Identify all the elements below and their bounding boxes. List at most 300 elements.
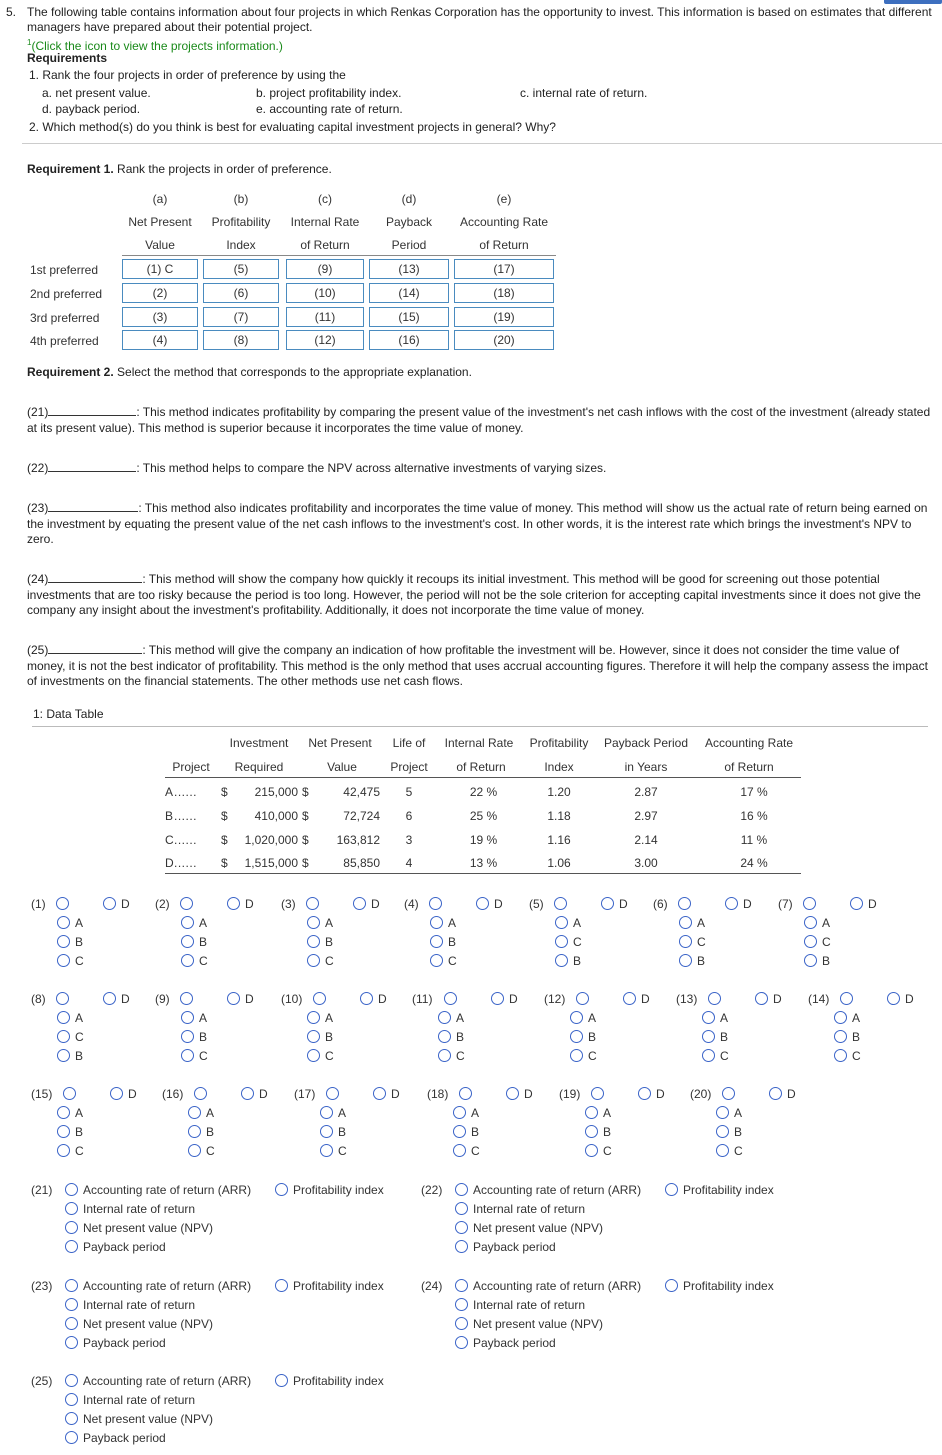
radio-button[interactable] [444,992,457,1005]
radio-button[interactable] [194,1087,207,1100]
radio-button[interactable] [708,992,721,1005]
method-option[interactable] [455,1182,641,1198]
choice-option[interactable] [313,991,331,1007]
choice-group [31,896,151,971]
choice-option[interactable] [555,953,581,969]
radio-button[interactable] [455,1183,468,1196]
radio-button[interactable] [455,1240,468,1253]
radio-button[interactable] [275,1183,288,1196]
radio-button[interactable] [307,1030,320,1043]
choice-option[interactable] [444,991,462,1007]
option-label: C [199,1049,208,1063]
rank-answer-cell[interactable]: (9) [286,259,364,279]
option-label: C [573,935,582,949]
radio-button[interactable] [430,954,443,967]
radio-button[interactable] [57,1144,70,1157]
radio-button[interactable] [307,1011,320,1024]
method-option[interactable] [275,1373,384,1389]
method-option[interactable] [65,1335,166,1351]
method-option[interactable] [65,1411,213,1427]
rank-answer-cell[interactable]: (10) [286,283,364,303]
option-label: B [588,1030,597,1044]
radio-button[interactable] [275,1374,288,1387]
rank-answer-cell[interactable]: (3) [122,307,198,327]
option-label: B [573,954,582,968]
radio-button[interactable] [307,954,320,967]
radio-button[interactable] [438,1049,451,1062]
radio-button[interactable] [57,1030,70,1043]
radio-button[interactable] [678,897,691,910]
radio-button[interactable] [430,935,443,948]
radio-button[interactable] [353,897,366,910]
method-option[interactable] [455,1335,556,1351]
choice-option[interactable] [326,1086,344,1102]
choice-option[interactable] [181,1048,208,1064]
radio-button[interactable] [455,1336,468,1349]
radio-button[interactable] [181,935,194,948]
radio-button[interactable] [459,1087,472,1100]
radio-button[interactable] [373,1087,386,1100]
radio-button[interactable] [576,992,589,1005]
choice-option[interactable] [850,896,877,912]
radio-button[interactable] [65,1202,78,1215]
choice-option[interactable] [307,934,333,950]
radio-button[interactable] [803,897,816,910]
radio-button[interactable] [57,1125,70,1138]
option-e: e. accounting rate of return. [256,102,403,116]
choice-option[interactable] [430,934,456,950]
choice-option[interactable] [181,1010,207,1026]
radio-button[interactable] [181,916,194,929]
radio-button[interactable] [455,1317,468,1330]
choice-option[interactable] [438,1029,464,1045]
choice-option[interactable] [180,896,198,912]
radio-button[interactable] [455,1298,468,1311]
choice-option[interactable] [110,1086,137,1102]
radio-button[interactable] [887,992,900,1005]
choice-option[interactable] [834,1048,861,1064]
choice-option[interactable] [679,953,705,969]
choice-option[interactable] [623,991,650,1007]
choice-option[interactable] [491,991,518,1007]
radio-button[interactable] [57,1049,70,1062]
choice-option[interactable] [63,1086,81,1102]
method-option[interactable] [455,1220,603,1236]
radio-button[interactable] [665,1183,678,1196]
choice-option[interactable] [307,915,333,931]
choice-option[interactable] [506,1086,533,1102]
choice-option[interactable] [804,915,830,931]
option-label: B [75,935,84,949]
radio-button[interactable] [320,1144,333,1157]
method-option[interactable] [65,1278,251,1294]
currency-symbol: $ [302,809,309,823]
radio-button[interactable] [103,992,116,1005]
choice-option[interactable] [57,1105,83,1121]
radio-button[interactable] [455,1279,468,1292]
choice-option[interactable] [722,1086,740,1102]
method-option[interactable] [455,1278,641,1294]
radio-button[interactable] [65,1374,78,1387]
choice-option[interactable] [453,1124,479,1140]
currency-symbol: $ [221,856,228,870]
radio-button[interactable] [181,954,194,967]
rank-answer-cell[interactable]: (15) [369,307,449,327]
choice-option[interactable] [181,915,207,931]
projects-info-link[interactable]: $^1$(Click the icon to view the projects information.) [27,38,283,53]
radio-button[interactable] [227,992,240,1005]
method-option[interactable] [275,1278,384,1294]
choice-option[interactable] [241,1086,268,1102]
radio-button[interactable] [65,1240,78,1253]
radio-button[interactable] [702,1030,715,1043]
choice-option[interactable] [57,934,83,950]
radio-button[interactable] [804,954,817,967]
choice-option[interactable] [188,1105,214,1121]
radio-button[interactable] [57,1011,70,1024]
choice-option[interactable] [887,991,914,1007]
choice-option[interactable] [804,953,830,969]
rank-answer-cell[interactable]: (19) [454,307,554,327]
choice-option[interactable] [725,896,752,912]
radio-button[interactable] [755,992,768,1005]
choice-option[interactable] [459,1086,477,1102]
choice-option[interactable] [307,953,334,969]
method-option[interactable] [65,1316,213,1332]
choice-option[interactable] [638,1086,665,1102]
radio-button[interactable] [326,1087,339,1100]
radio-button[interactable] [570,1049,583,1062]
radio-button[interactable] [188,1125,201,1138]
choice-option[interactable] [57,1048,83,1064]
radio-button[interactable] [181,1011,194,1024]
method-option[interactable] [65,1239,166,1255]
method-option-label: Net present value (NPV) [83,1221,214,1235]
choice-option[interactable] [769,1086,796,1102]
choice-option[interactable] [554,896,572,912]
choice-option[interactable] [678,896,696,912]
choice-option[interactable] [103,896,130,912]
choice-option[interactable] [834,1010,860,1026]
blank-24 [48,573,142,583]
radio-button[interactable] [65,1317,78,1330]
radio-button[interactable] [57,916,70,929]
radio-button[interactable] [275,1279,288,1292]
choice-group-label: (9) [155,992,170,1006]
rank-answer-cell[interactable]: (16) [369,330,449,350]
radio-button[interactable] [591,1087,604,1100]
choice-option[interactable] [307,1029,333,1045]
rank-answer-cell[interactable]: (7) [203,307,279,327]
radio-button[interactable] [506,1087,519,1100]
radio-button[interactable] [110,1087,123,1100]
choice-option[interactable] [56,991,74,1007]
radio-button[interactable] [665,1279,678,1292]
rank-answer-cell[interactable]: (6) [203,283,279,303]
choice-option[interactable] [181,1029,207,1045]
radio-button[interactable] [570,1011,583,1024]
radio-button[interactable] [65,1336,78,1349]
choice-option[interactable] [320,1124,346,1140]
radio-button[interactable] [585,1106,598,1119]
radio-button[interactable] [840,992,853,1005]
choice-option[interactable] [708,991,726,1007]
radio-button[interactable] [181,1030,194,1043]
radio-button[interactable] [679,954,692,967]
rank-answer-cell[interactable]: (5) [203,259,279,279]
radio-button[interactable] [63,1087,76,1100]
radio-button[interactable] [65,1183,78,1196]
radio-button[interactable] [679,935,692,948]
choice-option[interactable] [57,915,83,931]
data-table-row [0,833,942,849]
choice-option[interactable] [188,1143,215,1159]
choice-option[interactable] [194,1086,212,1102]
radio-button[interactable] [57,935,70,948]
method-option[interactable] [65,1430,166,1446]
option-label: C [852,1049,861,1063]
choice-group [778,896,898,971]
radio-button[interactable] [313,992,326,1005]
choice-option[interactable] [429,896,447,912]
radio-button[interactable] [491,992,504,1005]
radio-button[interactable] [320,1125,333,1138]
choice-option[interactable] [227,896,254,912]
radio-button[interactable] [804,916,817,929]
choice-option[interactable] [57,1029,84,1045]
radio-button[interactable] [716,1144,729,1157]
choice-option[interactable] [320,1143,347,1159]
choice-option[interactable] [57,1010,83,1026]
radio-button[interactable] [570,1030,583,1043]
choice-option[interactable] [679,915,705,931]
radio-button[interactable] [65,1221,78,1234]
radio-button[interactable] [834,1049,847,1062]
choice-option[interactable] [188,1124,214,1140]
radio-button[interactable] [722,1087,735,1100]
radio-button[interactable] [453,1125,466,1138]
col-header: Payback [385,215,433,229]
choice-option[interactable] [306,896,324,912]
radio-button[interactable] [585,1125,598,1138]
radio-button[interactable] [181,1049,194,1062]
radio-button[interactable] [850,897,863,910]
radio-button[interactable] [180,897,193,910]
radio-button[interactable] [65,1279,78,1292]
choice-option[interactable] [438,1048,465,1064]
radio-button[interactable] [65,1412,78,1425]
radio-button[interactable] [601,897,614,910]
radio-button[interactable] [307,916,320,929]
choice-option[interactable] [57,1143,84,1159]
radio-button[interactable] [188,1106,201,1119]
radio-button[interactable] [65,1393,78,1406]
method-option[interactable] [65,1182,251,1198]
option-label: A [852,1011,861,1025]
method-option-label: Payback period [473,1240,556,1254]
life-value: 5 [405,785,413,799]
radio-button[interactable] [429,897,442,910]
option-label: D [259,1087,268,1101]
method-option[interactable] [65,1392,195,1408]
choice-option[interactable] [679,934,706,950]
radio-button[interactable] [306,897,319,910]
choice-option[interactable] [840,991,858,1007]
radio-button[interactable] [679,916,692,929]
rank-answer-cell[interactable]: (13) [369,259,449,279]
choice-option[interactable] [181,953,208,969]
radio-button[interactable] [438,1011,451,1024]
radio-button[interactable] [834,1011,847,1024]
rank-answer-cell[interactable]: (17) [454,259,554,279]
choice-option[interactable] [601,896,628,912]
radio-button[interactable] [65,1298,78,1311]
choice-option[interactable] [585,1143,612,1159]
method-option[interactable] [65,1220,213,1236]
method-option[interactable] [455,1201,585,1217]
choice-option[interactable] [803,896,821,912]
method-option[interactable] [275,1182,384,1198]
choice-option[interactable] [702,1010,728,1026]
radio-button[interactable] [476,897,489,910]
method-option[interactable] [455,1297,585,1313]
rank-answer-cell[interactable]: (20) [454,330,554,350]
radio-button[interactable] [57,954,70,967]
method-option[interactable] [65,1373,251,1389]
rank-answer-cell[interactable]: (18) [454,283,554,303]
choice-option[interactable] [834,1029,860,1045]
radio-button[interactable] [453,1106,466,1119]
data-col-header-2: Project [390,760,428,774]
choice-option[interactable] [103,991,130,1007]
choice-option[interactable] [307,1010,333,1026]
choice-option[interactable] [591,1086,609,1102]
radio-button[interactable] [702,1011,715,1024]
radio-button[interactable] [585,1144,598,1157]
choice-option[interactable] [438,1010,464,1026]
option-label: D [391,1087,400,1101]
choice-option[interactable] [57,1124,83,1140]
choice-option[interactable] [702,1048,729,1064]
rank-answer-cell[interactable]: (8) [203,330,279,350]
radio-button[interactable] [769,1087,782,1100]
radio-button[interactable] [56,992,69,1005]
rank-answer-cell[interactable]: (1) C [122,259,198,279]
radio-button[interactable] [241,1087,254,1100]
choice-option[interactable] [180,991,198,1007]
radio-button[interactable] [320,1106,333,1119]
radio-button[interactable] [554,897,567,910]
radio-button[interactable] [804,935,817,948]
radio-button[interactable] [65,1431,78,1444]
choice-option[interactable] [570,1029,596,1045]
radio-button[interactable] [227,897,240,910]
radio-button[interactable] [180,992,193,1005]
choice-option[interactable] [570,1010,596,1026]
radio-button[interactable] [360,992,373,1005]
method-option[interactable] [665,1182,774,1198]
radio-button[interactable] [455,1221,468,1234]
method-option-label: Profitability index [293,1279,384,1293]
radio-button[interactable] [716,1125,729,1138]
choice-option[interactable] [755,991,782,1007]
choice-option[interactable] [716,1105,742,1121]
rank-answer-cell[interactable]: (11) [286,307,364,327]
choice-option[interactable] [353,896,380,912]
choice-option[interactable] [476,896,503,912]
rank-answer-cell[interactable]: (2) [122,283,198,303]
npv-value: 42,475 [343,785,380,799]
radio-button[interactable] [555,916,568,929]
option-label: B [471,1125,480,1139]
choice-option[interactable] [555,934,582,950]
choice-option[interactable] [227,991,254,1007]
choice-option[interactable] [804,934,831,950]
radio-button[interactable] [103,897,116,910]
method-option[interactable] [65,1297,195,1313]
choice-option[interactable] [716,1124,742,1140]
radio-button[interactable] [555,935,568,948]
choice-option[interactable] [430,953,457,969]
choice-option[interactable] [307,1048,334,1064]
radio-button[interactable] [623,992,636,1005]
choice-option[interactable] [360,991,387,1007]
radio-button[interactable] [307,1049,320,1062]
radio-button[interactable] [57,1106,70,1119]
radio-button[interactable] [438,1030,451,1043]
choice-option[interactable] [56,896,74,912]
choice-option[interactable] [585,1124,611,1140]
choice-option[interactable] [716,1143,743,1159]
choice-group [529,896,649,971]
radio-button[interactable] [702,1049,715,1062]
choice-option[interactable] [453,1143,480,1159]
choice-option[interactable] [430,915,456,931]
col-header: Net Present [128,215,192,229]
radio-button[interactable] [638,1087,651,1100]
choice-option[interactable] [453,1105,479,1121]
choice-option[interactable] [320,1105,346,1121]
radio-button[interactable] [430,916,443,929]
radio-button[interactable] [725,897,738,910]
radio-button[interactable] [455,1202,468,1215]
radio-button[interactable] [453,1144,466,1157]
rank-answer-cell[interactable]: (14) [369,283,449,303]
radio-button[interactable] [188,1144,201,1157]
rank-answer-cell[interactable]: (12) [286,330,364,350]
method-option[interactable] [665,1278,774,1294]
method-option[interactable] [455,1239,556,1255]
option-label: D [773,992,782,1006]
radio-button[interactable] [834,1030,847,1043]
choice-option[interactable] [585,1105,611,1121]
rank-answer-cell[interactable]: (4) [122,330,198,350]
choice-option[interactable] [702,1029,728,1045]
choice-option[interactable] [555,915,581,931]
question-text [27,5,937,54]
radio-button[interactable] [307,935,320,948]
method-option[interactable] [455,1316,603,1332]
method-option[interactable] [65,1201,195,1217]
radio-button[interactable] [716,1106,729,1119]
choice-option[interactable] [373,1086,400,1102]
choice-option[interactable] [570,1048,597,1064]
radio-button[interactable] [555,954,568,967]
radio-button[interactable] [56,897,69,910]
choice-option[interactable] [181,934,207,950]
choice-option[interactable] [576,991,594,1007]
choice-option[interactable] [57,953,84,969]
